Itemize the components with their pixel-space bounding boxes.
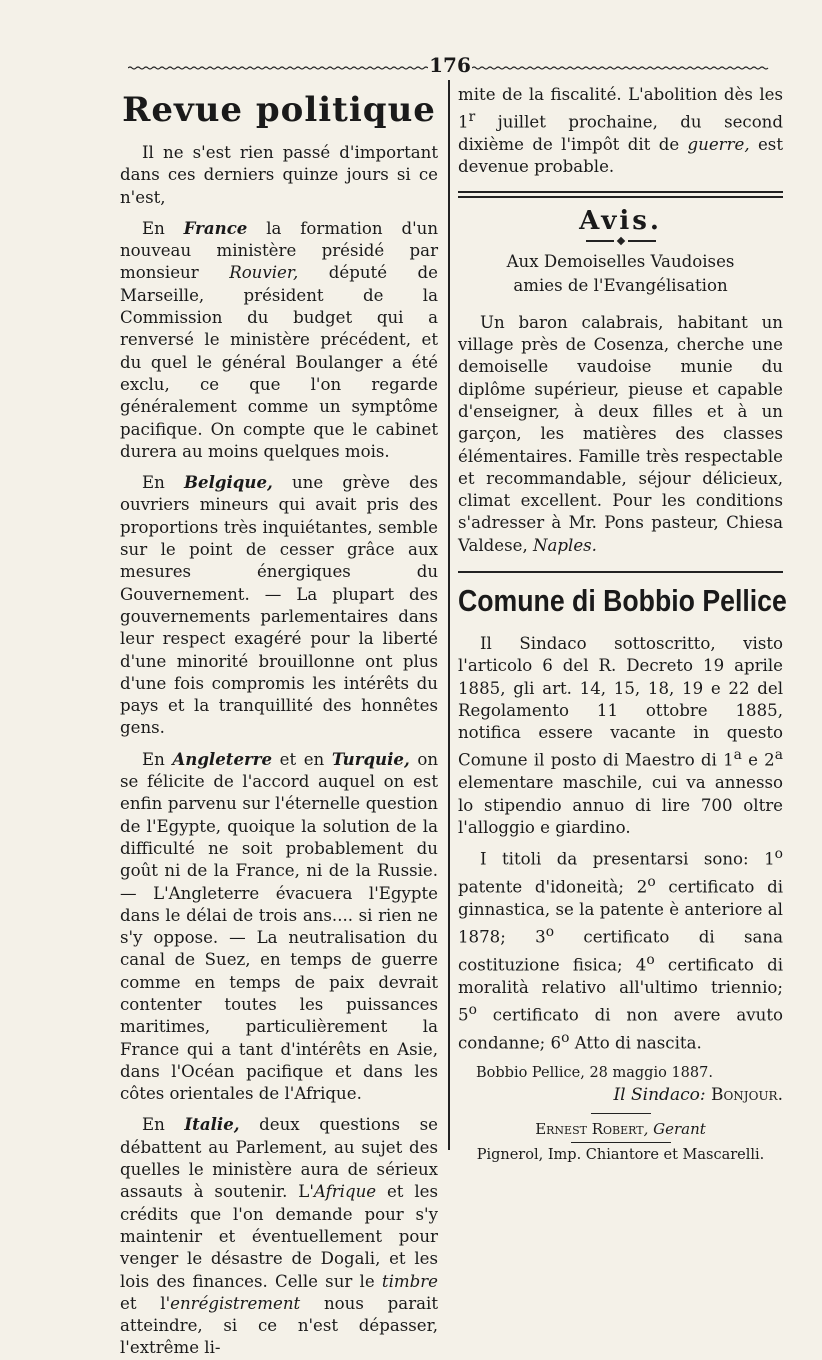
superscript-o-1: o	[774, 846, 783, 863]
bobbio-paragraph-2	[458, 843, 783, 1055]
angleterre-text: on se félicite de l'accord auquel on est enfin parvenu sur l'éternelle question de l'Egypte, quoique la solution de la difficulté ne soit probablement du goût ni de la France, ni de la Russie. — L'Angleterre évacuera l'Egypte dans le délai de trois ans.... si rien ne s'y oppose. — La neutralisation du canal de Suez, en temps de guerre comme en temps de paix devrait contenter toutes les puissances maritimes, particulièrement la France qui a tant d'intérêts en Asie, dans l'Océan pacifique et dans les côtes orientales de l'Afrique.	[120, 749, 439, 1104]
superscript-r: r	[468, 109, 476, 126]
gerant-role: , Gerant	[643, 1119, 706, 1138]
header-wavy-rule-right	[472, 66, 770, 70]
word-timbre: timbre	[381, 1271, 438, 1291]
country-turquie: Turquie,	[331, 748, 410, 769]
bobbio-paragraph-1	[458, 633, 783, 839]
dateline: Bobbio Pellice, 28 maggio 1887.	[476, 1064, 713, 1081]
bobbio-text-a: Il Sindaco sottoscritto, visto l'articolo 6 del R. Decreto 19 aprile 1885, gli art. 14, 15, 18, 19 e 22 del Regolamento 11 ottobre 1885, notifica essere vacante in questo Comune il posto di Maestro di 1	[458, 633, 783, 770]
page-number: 176	[429, 53, 471, 77]
gerant-name: Ernest Robert	[535, 1119, 644, 1138]
superscript-a-2: a	[774, 747, 783, 764]
france-text-b: député de Marseille, président de la Commission du budget qui a renversé le ministère précédent, et du quel le général Boulanger a été exclu, ce que l'on regarde généralement comme un symptôme pacifique. On compte que le cabinet durera au moins quelques mois.	[120, 263, 438, 461]
italie-text-a: deux questions se débattent au Parlement, au sujet des quelles le ministère aura de sérieux assauts à soutenir. L'	[120, 1115, 439, 1202]
belgique-paragraph	[120, 471, 438, 740]
signature-rule	[591, 1113, 651, 1114]
france-pre: En	[142, 218, 184, 238]
italie-pre: En	[142, 1115, 185, 1135]
country-italie: Italie,	[184, 1114, 240, 1135]
continuation-text-a: mite de la fiscalité. L'abolition dès les 1	[458, 85, 783, 132]
bobbio-text-b: e 2	[741, 751, 775, 770]
avis-text: Un baron calabrais, habitant un village près de Cosenza, cherche une demoiselle vaudoise munie du diplôme supérieur, pieuse et capable d'enseigner, à deux filles et à un garçon, les matières des classes élémentaires. Famille très respectable et recommandable, séjour délicieux, climat excellent. Pour les conditions s'adresser à Mr. Pons pasteur, Chiesa Valdese,	[458, 312, 783, 555]
france-paragraph	[120, 217, 438, 463]
superscript-a-1: a	[733, 747, 742, 764]
superscript-o-5: o	[468, 1002, 477, 1019]
revue-politique-title: Revue politique	[122, 90, 436, 130]
belgique-pre: En	[142, 473, 184, 493]
intro-text: Il ne s'est rien passé d'important dans ces derniers quinze jours si ce n'est,	[120, 143, 438, 207]
word-enregistrement: enrégistrement	[170, 1293, 301, 1313]
ornament-line-right	[628, 240, 656, 242]
name-rouvier: Rouvier,	[229, 263, 299, 283]
revue-intro-paragraph	[120, 142, 438, 209]
left-column	[120, 84, 438, 1360]
avis-title: Avis.	[579, 205, 662, 236]
word-naples: Naples.	[533, 535, 597, 555]
france-text-a: la formation d'un nouveau ministère présidé par monsieur	[120, 218, 439, 283]
titoli-text-e: certificato di moralità relativo all'ultimo triennio; 5	[458, 955, 783, 1025]
avis-ornament	[458, 238, 783, 244]
angleterre-pre: En	[142, 749, 173, 769]
superscript-o-2: o	[647, 874, 656, 891]
titoli-text-a: I titoli da presentarsi sono: 1	[480, 849, 775, 869]
belgique-text: une grève des ouvriers mineurs qui avait pris des proportions très inquiétantes, semble sur le point de cesser grâce aux mesures énergiques du Gouvernement. — La plupart des gouvernements parlementaires dans leur respect exagéré pour la liberté d'une minorité brouillonne ont plus d'une fois compromis les intérêts du pays et la tranquillité des honnêtes gens.	[120, 473, 439, 738]
ornament-diamond	[616, 236, 624, 244]
angleterre-paragraph	[120, 748, 438, 1106]
fiscalite-continuation	[458, 84, 783, 179]
sindaco-signature	[458, 1085, 783, 1105]
gerant-line	[458, 1120, 783, 1138]
country-angleterre: Angleterre	[172, 748, 273, 769]
signature-label: Il Sindaco:	[613, 1084, 706, 1105]
avis-paragraph	[458, 312, 783, 557]
ornament-line-left	[586, 240, 614, 242]
superscript-o-3: o	[545, 924, 555, 941]
angleterre-mid: et en	[272, 749, 332, 769]
avis-subtitle-line1: Aux Demoiselles Vaudoises	[506, 251, 735, 271]
titoli-text-b: patente d'idoneità; 2	[458, 877, 648, 897]
bobbio-title: Comune di Bobbio Pellice	[458, 582, 787, 618]
italie-text-c: et l'	[120, 1293, 171, 1313]
continuation-text-c: est devenue probable.	[458, 135, 783, 177]
page-header	[128, 52, 770, 82]
gerant-rule	[571, 1142, 671, 1143]
section-double-rule	[458, 191, 783, 198]
column-divider	[448, 80, 450, 1150]
titoli-text-d: certificato di sana costituzione fisica; 4	[458, 927, 784, 975]
header-wavy-rule-left	[128, 66, 428, 70]
superscript-o-6: o	[561, 1029, 570, 1046]
continuation-text-b: juillet prochaine, du second dixième de l'impôt dit de	[458, 112, 783, 155]
word-guerre: guerre,	[687, 135, 750, 155]
italie-text-b: et les crédits que l'on demande pour s'y maintenir et éventuellement pour venger le désastre de Dogali, et les lois des finances. Celle sur le	[120, 1182, 438, 1291]
country-belgique: Belgique,	[183, 472, 273, 493]
section-rule	[458, 571, 783, 573]
avis-subtitle-line2: amies de l'Evangélisation	[513, 275, 728, 295]
word-afrique: Afrique	[313, 1182, 377, 1202]
italie-paragraph	[120, 1113, 438, 1359]
italie-text-d: nous parait atteindre, si ce n'est dépasser, l'extrême li-	[120, 1293, 438, 1358]
superscript-o-4: o	[646, 951, 655, 968]
titoli-text-c: certificato di ginnastica, se la patente è anteriore al 1878; 3	[458, 877, 783, 947]
bobbio-text-c: elementare maschile, cui va annesso lo stipendio annuo di lire 700 oltre l'alloggio e giardino.	[458, 773, 783, 837]
titoli-text-g: Atto di nascita.	[569, 1033, 702, 1053]
right-column	[458, 84, 787, 1163]
signature-name: Bonjour.	[705, 1084, 783, 1105]
printer-line: Pignerol, Imp. Chiantore et Mascarelli.	[476, 1146, 765, 1163]
titoli-text-f: certificato di non avere avuto condanne; 6	[458, 1005, 783, 1053]
country-france: France	[183, 217, 248, 238]
